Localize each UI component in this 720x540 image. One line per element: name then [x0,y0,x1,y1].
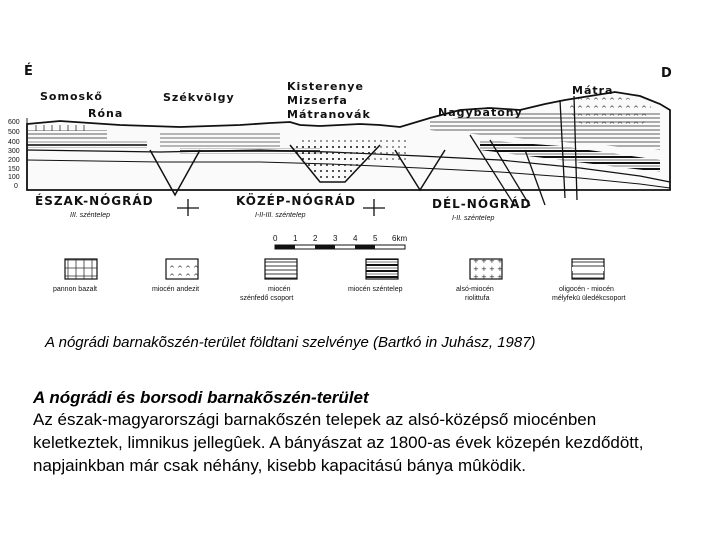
place-somosko: Somoskő [40,90,103,103]
elevation-label: 500 [8,129,20,136]
section-heading: A nógrádi és borsodi barnakõszén-terület [33,388,369,407]
legend-label: oligocén - miocén [559,286,614,293]
legend-item-andesite [152,259,199,293]
legend-label: pannon bazalt [53,286,97,293]
region-south-label: DÉL-NÓGRÁD [432,197,532,211]
place-szekvolgy: Székvölgy [163,91,235,104]
legend-item-coal-cover [240,259,297,302]
distance-tick: 4 [353,234,358,243]
region-south-seam: I-II. szénteIep [452,215,495,222]
legend-label: miocén andezit [152,286,200,293]
place-matra: Mátra [572,84,614,97]
place-nagybatony: Nagybátony [438,106,523,119]
body-paragraph: Az észak-magyarországi barnakőszén telepek az alsó-középső miocénben keletkeztek, limnikus jellegûek. A bányászat az 1800-as évek közepén kezdődött, napjainkban már csak néhány, kisebb kapacitású bánya mûködik. [33,410,644,475]
place-kisterenye: Kisterenye [287,80,364,93]
distance-unit: 6km [392,234,408,243]
place-rona: Róna [88,107,124,120]
elevation-scale [8,118,27,190]
legend-label: alsó-miocén [456,286,494,293]
place-matranovak: Mátranovák [287,108,371,121]
legend-label: szénfedő csoport [240,295,294,302]
legend-item-basalt [53,259,97,293]
legend-item-coal-seam [348,259,403,293]
region-north-label: ÉSZAK-NÓGRÁD [35,194,154,208]
legend-label: mélyfekü üledékcsoport [552,295,626,302]
distance-scale [273,234,407,249]
distance-tick: 1 [293,234,298,243]
place-mizserfa: Mizserfa [287,94,348,107]
elevation-label: 200 [8,157,20,164]
elevation-label: 0 [14,183,18,190]
compass-east: D [661,66,672,81]
region-central-label: KÖZÉP-NÓGRÁD [236,194,357,208]
elevation-label: 100 [8,174,20,181]
legend [53,259,626,302]
region-north-seam: III. szénteIep [70,212,111,219]
legend-label: miocén széntelep [348,286,403,293]
compass-west: É [24,64,33,79]
distance-tick: 2 [313,234,318,243]
elevation-label: 600 [8,119,20,126]
distance-tick: 5 [373,234,378,243]
elevation-label: 400 [8,139,20,146]
figure-caption: A nógrádi barnakõszén-terület földtani szelvénye (Bartkó in Juhász, 1987) [45,334,536,351]
distance-tick: 0 [273,234,278,243]
legend-label: miocén [268,286,291,293]
legend-item-rhyolite [456,259,502,302]
elevation-label: 300 [8,148,20,155]
legend-label: riolittufa [465,295,490,302]
distance-tick: 3 [333,234,338,243]
region-central-seam: I-II-III. szénteIep [255,212,306,219]
elevation-label: 150 [8,166,20,173]
legend-item-underlayer [552,259,626,302]
